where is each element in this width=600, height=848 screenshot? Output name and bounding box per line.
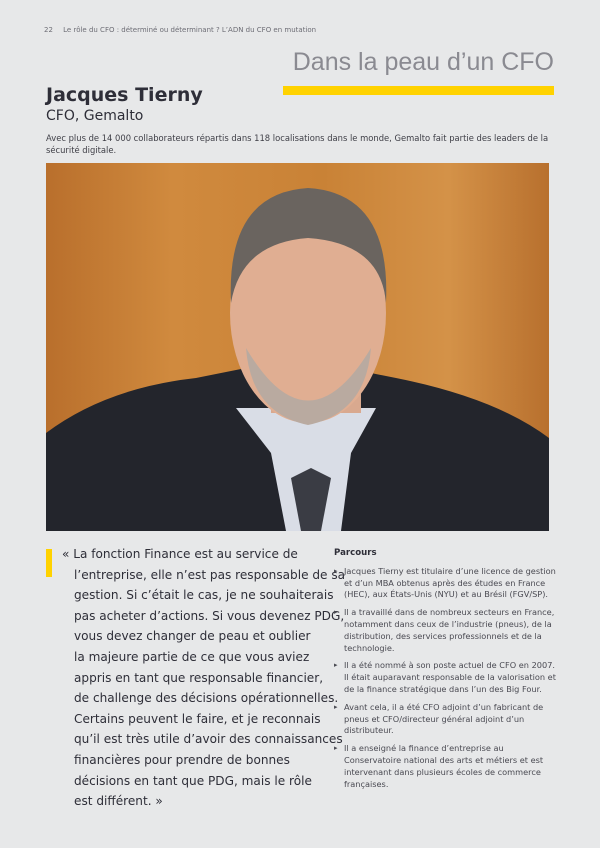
- quote-line: financières pour prendre de bonnes: [74, 752, 290, 767]
- accent-bar: [283, 86, 554, 95]
- quote-line: est différent. »: [74, 794, 163, 809]
- portrait-photo: [46, 163, 549, 531]
- list-item: ▸ Il a travaillé dans de nombreux secteurs en France, notamment dans ceux de l’industrie (pneus), de la distribution, des services professionnels et de la technologie.: [334, 607, 559, 654]
- profile-name: Jacques Tierny: [46, 84, 203, 106]
- quote-line: pas acheter d’actions. Si vous devenez PDG,: [74, 608, 345, 623]
- page-number: 22: [44, 26, 53, 34]
- quote-line: gestion. Si c’était le cas, je ne souhaiterais: [74, 588, 334, 603]
- parcours-title: Parcours: [334, 548, 377, 558]
- list-item: ▸ Il a été nommé à son poste actuel de CFO en 2007. Il était auparavant responsable de la valorisation et de la finance stratégique dans l’un des Big Four.: [334, 660, 559, 695]
- quote-line: qu’il est très utile d’avoir des connaissances: [74, 732, 343, 747]
- running-title: Le rôle du CFO : déterminé ou déterminant ? L’ADN du CFO en mutation: [63, 26, 317, 34]
- parcours-section: [334, 548, 559, 796]
- quote-line: appris en tant que responsable financier,: [74, 670, 324, 685]
- list-item: ▸ Jacques Tierny est titulaire d’une licence de gestion et d’un MBA obtenus après des études en France (HEC), aux États-Unis (NYU) et au Brésil (FGV/SP).: [334, 566, 559, 601]
- quote-line: vous devez changer de peau et oublier: [74, 629, 311, 644]
- quote-line: « La fonction Finance est au service de: [62, 547, 298, 561]
- list-item: ▸ Avant cela, il a été CFO adjoint d’un fabricant de pneus et CFO/directeur général adjoint d’un distributeur.: [334, 702, 559, 737]
- quote-line: la majeure partie de ce que vous aviez: [74, 649, 310, 664]
- quote-line: décisions en tant que PDG, mais le rôle: [74, 773, 312, 788]
- profile-role: CFO, Gemalto: [46, 108, 144, 124]
- quote-line: Certains peuvent le faire, et je reconnais: [74, 711, 321, 726]
- profile-intro: Avec plus de 14 000 collaborateurs répartis dans 118 localisations dans le monde, Gemalto fait partie des leaders de la sécurité digitale.: [46, 133, 549, 155]
- parcours-list: [334, 566, 559, 791]
- quote-mark: [46, 549, 52, 577]
- section-title: Dans la peau d’un CFO: [292, 48, 554, 76]
- running-header: [44, 26, 324, 34]
- portrait-illustration: [46, 163, 549, 531]
- quote-line: de challenge des décisions opérationnelles.: [74, 691, 339, 706]
- quote-line: l’entreprise, elle n’est pas responsable de sa: [74, 567, 346, 582]
- pull-quote: [62, 544, 346, 812]
- list-item: ▸ Il a enseigné la finance d’entreprise au Conservatoire national des arts et métiers et est intervenant dans plusieurs écoles de commerce françaises.: [334, 743, 559, 790]
